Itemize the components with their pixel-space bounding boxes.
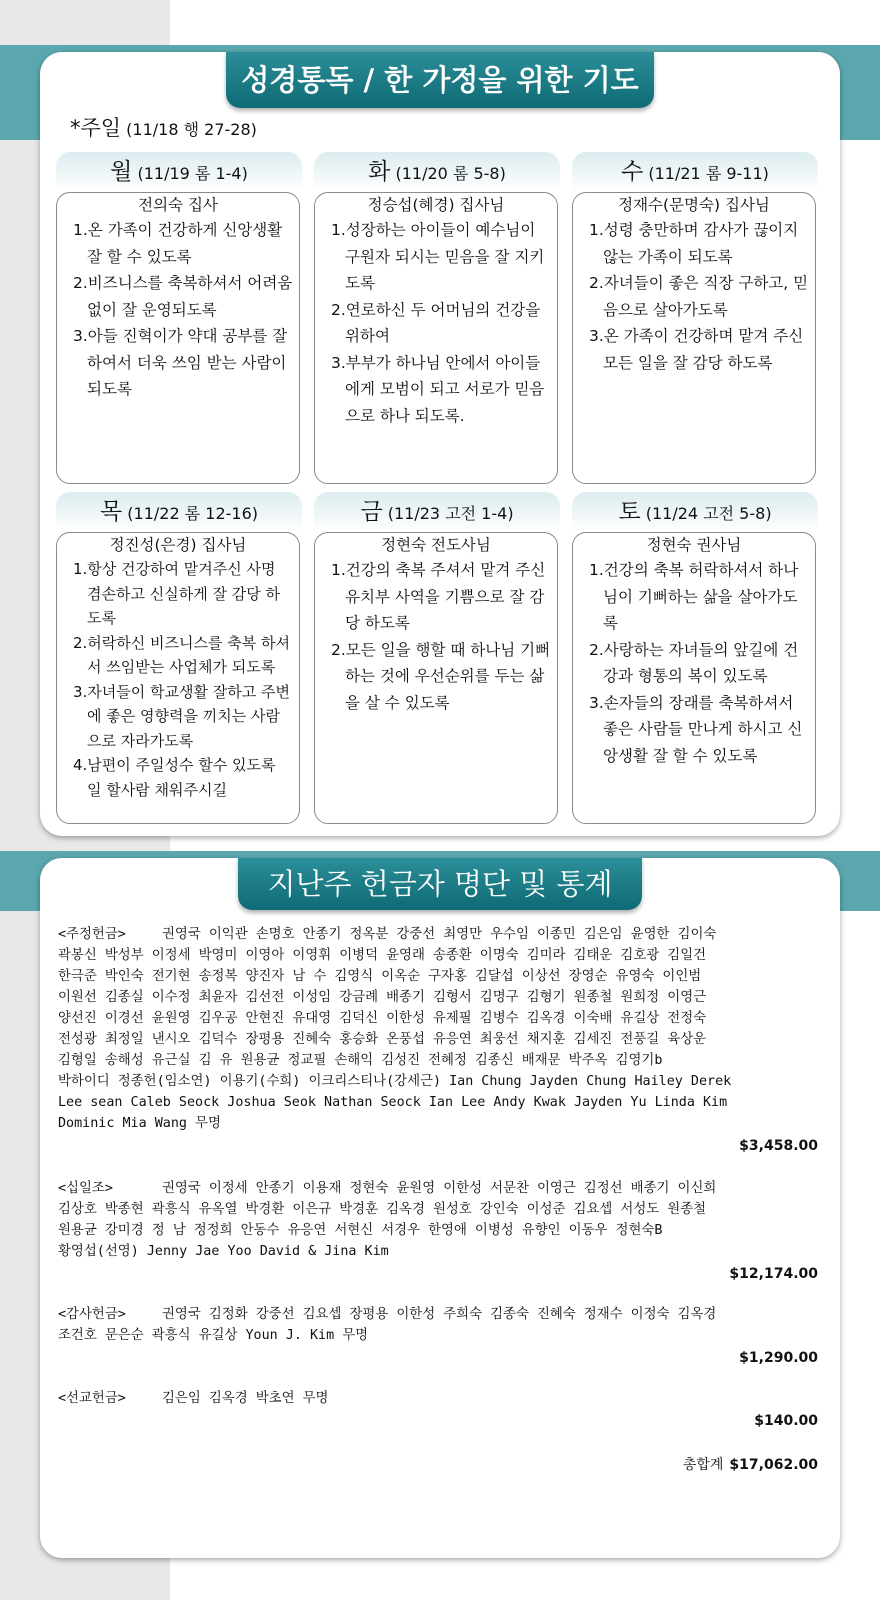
day-name: 금 [360,499,383,525]
day-passage: (11/23 고전 1-4) [387,504,514,523]
offering-amount-tithe: $12,174.00 [729,1266,818,1282]
prayer-item: 3.부부가 하나님 안에서 아이들에게 모범이 되고 서로가 믿음으로 하나 되도록. [331,353,545,425]
prayer-person: 정승섭(혜경) 집사님 [367,196,505,214]
offering-line: 이원선 김종실 이수정 최윤자 김선전 이성임 강금례 배종기 김형서 김명구 김형기 원종철 원희정 이영근 [58,990,707,1005]
prayer-item: 3.자녀들이 학교생활 잘하고 주변에 좋은 영향력을 끼치는 사람으로 자라가도록 [73,682,290,750]
sunday-reading: *주일 (11/18 행 27-28) [70,116,257,140]
day-name: 화 [368,159,391,185]
prayer-card-wed [572,192,816,484]
offering-block-mission [58,1388,822,1409]
prayer-item: 2.허락하신 비즈니스를 축복 하셔서 쓰임받는 사업체가 되도록 [73,633,290,676]
offering-line: 한극준 박인숙 전기현 송정복 양진자 남 수 김영식 이옥순 구자홍 김달섭 이상선 장영순 유영숙 이인범 [58,969,702,984]
offering-names: 권영국 김정화 강중선 김요셉 장평용 이한성 주희숙 김종숙 진혜숙 정재수 이정숙 김옥경 [162,1307,717,1322]
prayer-person: 정재수(문명숙) 집사님 [618,196,770,214]
offering-line [58,1178,822,1199]
day-name: 토 [618,499,641,525]
day-header-wed [572,152,818,192]
prayer-card-thu [56,532,300,824]
prayer-card-mon [56,192,300,484]
offering-line: 김상호 박종현 곽흥식 유옥열 박경환 이은규 박경훈 김옥경 원성호 강인숙 이성준 김요셉 서성도 원종철 [58,1202,707,1217]
day-passage: (11/21 롬 9-11) [648,164,769,183]
prayer-item: 3.아들 진혁이가 약대 공부를 잘 하여서 더욱 쓰임 받는 사람이 되도록 [73,327,288,398]
offering-names: 권영국 이정세 안종기 이용재 정현숙 윤원영 이한성 서문찬 이영근 김정선 배종기 이신희 [162,1181,717,1196]
day-header-tue [314,152,560,192]
day-passage: (11/19 롬 1-4) [137,164,248,183]
day-name: 목 [99,499,123,525]
offering-amount-mission: $140.00 [754,1413,818,1429]
prayer-item: 2.연로하신 두 어머님의 건강을 위하여 [331,300,541,345]
offering-section-title: 지난주 헌금자 명단 및 통계 [238,858,642,910]
prayer-card-sat [572,532,816,824]
prayer-section-title: 성경통독 / 한 가정을 위한 기도 [226,52,654,108]
prayer-item: 2.자녀들이 좋은 직장 구하고, 믿음으로 살아가도록 [589,274,809,319]
day-header-thu [56,492,302,532]
offering-names: 권영국 이익관 손명호 안종기 정옥분 강중선 최영만 우수임 이종민 김은임 윤영한 김이숙 [162,927,717,942]
sunday-label: 주일 [80,116,122,140]
sunday-passage: (11/18 행 27-28) [126,120,257,139]
total-label: 총합계 [682,1457,724,1473]
offering-block-weekly [58,924,822,1134]
prayer-person: 전의숙 집사 [138,196,218,214]
offering-line: 곽봉신 박성부 이정세 박영미 이영아 이영휘 이병덕 윤영래 송종환 이명숙 김미라 김태운 김호광 김일건 [58,948,707,963]
offering-label: <감사헌금> [58,1307,126,1322]
offering-line: 전성광 최정일 낸시오 김덕수 장평용 진혜숙 홍승화 온풍섭 유응연 최웅선 채지훈 김세진 전풍길 육상운 [58,1032,707,1047]
offering-total [683,1454,818,1474]
day-passage: (11/22 롬 12-16) [127,504,259,523]
offering-label: <주정헌금> [58,927,126,942]
prayer-item: 1.건강의 축복 허락하셔서 하나님이 기뻐하는 삶을 살아가도록 [589,561,799,632]
prayer-item: 2.사랑하는 자녀들의 앞길에 건강과 형통의 복이 있도록 [589,640,799,685]
prayer-person: 정현숙 전도사님 [381,536,491,554]
offering-line: 김형일 송해성 유근실 김 유 원용균 정교필 손해익 김성진 전혜정 김종신 배재문 박주옥 김영기b [58,1053,663,1068]
offering-names: 김은임 김옥경 박초연 무명 [162,1391,329,1406]
offering-line: Lee sean Caleb Seock Joshua Seok Nathan Seock Ian Lee Andy Kwak Jayden Yu Linda Kim [58,1095,728,1110]
offering-amount-weekly: $3,458.00 [739,1138,818,1154]
day-header-fri [314,492,560,532]
day-name: 월 [110,159,133,185]
prayer-item: 2.모든 일을 행할 때 하나님 기뻐하는 것에 우선순위를 두는 삶을 살 수 있도록 [331,640,551,712]
offering-line: 박하이디 정종헌(임소연) 이용기(수희) 이크리스티나(강세근) Ian Chung Jayden Chung Hailey Derek [58,1074,732,1089]
prayer-item: 3.온 가족이 건강하며 맡겨 주신 모든 일을 잘 감당 하도록 [589,327,804,372]
offering-line [58,924,822,945]
day-header-sat [572,492,818,532]
prayer-person: 정진성(은경) 집사님 [109,536,247,554]
prayer-item: 1.온 가족이 건강하게 신앙생활 잘 할 수 있도록 [73,221,283,266]
day-header-mon [56,152,302,192]
day-passage: (11/24 고전 5-8) [645,504,772,523]
offering-line [58,1304,822,1325]
prayer-item: 3.손자들의 장래를 축복하셔서 좋은 사람들 만나게 하시고 신앙생활 잘 할 수 있도록 [589,693,803,765]
prayer-item: 4.남편이 주일성수 할수 있도록 일 할사람 채워주시길 [73,756,276,799]
prayer-person: 정현숙 권사님 [646,536,742,554]
total-amount: $17,062.00 [729,1457,818,1473]
prayer-item: 1.성령 충만하며 감사가 끊이지 않는 가족이 되도록 [589,221,799,266]
offering-line [58,1388,822,1409]
offering-line: Dominic Mia Wang 무명 [58,1116,221,1131]
prayer-item: 1.항상 건강하여 맡겨주신 사명 겸손하고 신실하게 잘 감당 하도록 [73,560,280,627]
offering-line: 조건호 문은순 곽흥식 유길상 Youn J. Kim 무명 [58,1328,369,1343]
prayer-item: 1.성장하는 아이들이 예수님이 구원자 되시는 믿음을 잘 지키도록 [331,221,545,292]
offering-line: 황영섭(선영) Jenny Jae Yoo David & Jina Kim [58,1244,389,1259]
prayer-card-tue [314,192,558,484]
offering-line: 원용균 강미경 정 남 정정희 안동수 유응연 서현신 서경우 한영애 이병성 유향인 이동우 정현숙B [58,1223,663,1238]
offering-label: <십일조> [58,1181,113,1196]
offering-block-tithe [58,1178,822,1262]
day-passage: (11/20 롬 5-8) [395,164,506,183]
prayer-card-fri [314,532,558,824]
offering-line: 양선진 이경선 윤원영 김우공 안현진 유대영 김덕신 이한성 유제필 김병수 김옥경 이숙배 유길상 전정숙 [58,1011,707,1026]
prayer-item: 2.비즈니스를 축복하셔서 어려움없이 잘 운영되도록 [73,274,293,319]
prayer-item: 1.건강의 축복 주셔서 맡겨 주신 유치부 사역을 기쁨으로 잘 감당 하도록 [331,561,546,632]
offering-block-thanks [58,1304,822,1346]
offering-label: <선교헌금> [58,1391,126,1406]
offering-amount-thanks: $1,290.00 [739,1350,818,1366]
day-name: 수 [621,159,644,185]
